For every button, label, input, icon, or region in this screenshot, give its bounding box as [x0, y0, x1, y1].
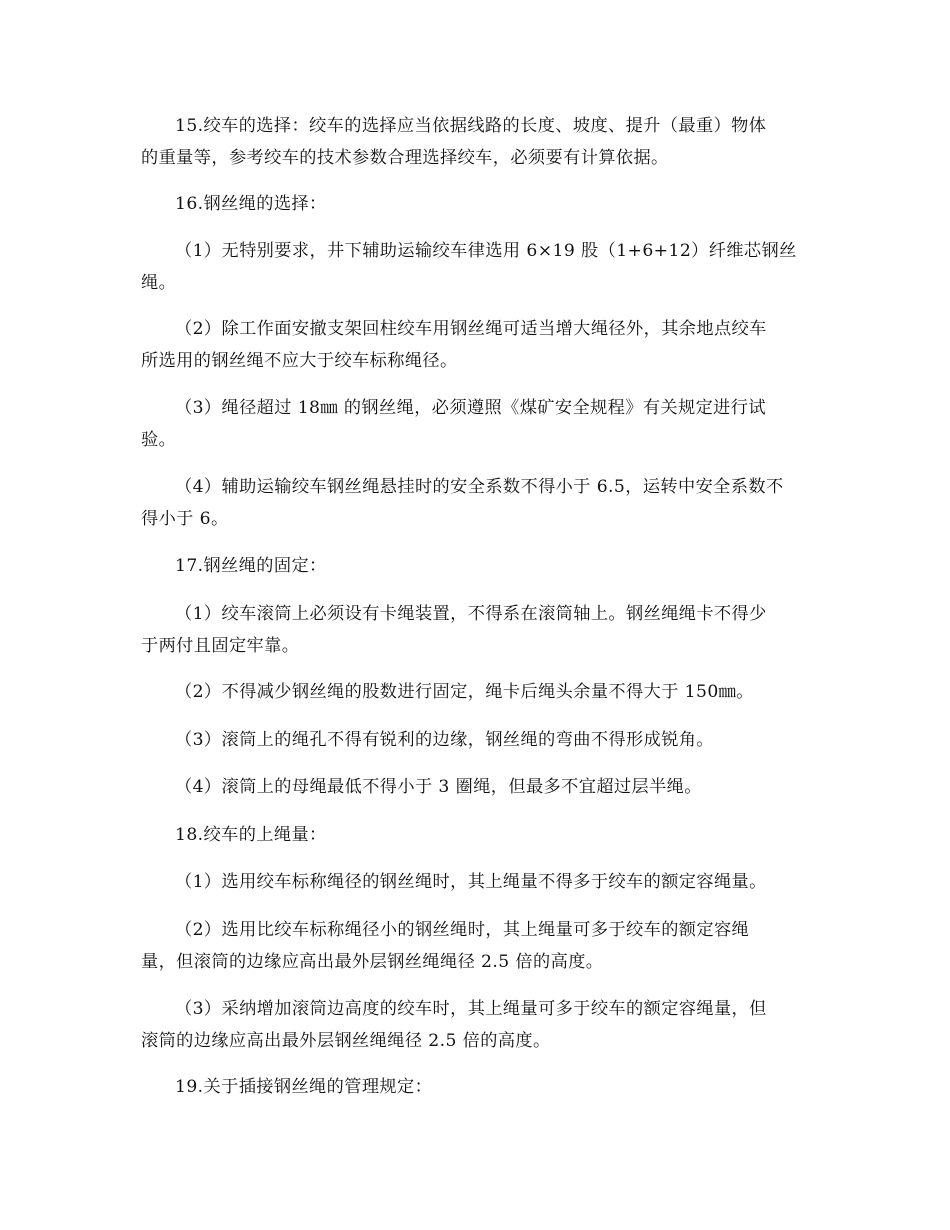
line: 18.绞车的上绳量： [175, 825, 327, 845]
line: 的重量等，参考绞车的技术参数合理选择绞车，必须要有计算依据。 [141, 148, 669, 168]
paragraph-16-2 [141, 313, 813, 377]
line: 15.绞车的选择：绞车的选择应当依据线路的长度、坡度、提升（最重）物体 [175, 116, 767, 136]
paragraph-19-heading [141, 1071, 813, 1103]
paragraph-18-2 [141, 914, 813, 978]
line: （1）绞车滚筒上必须设有卡绳装置，不得系在滚筒轴上。钢丝绳绳卡不得少 [175, 604, 767, 624]
line: 绳。 [141, 273, 177, 293]
paragraph-15 [141, 110, 813, 174]
line: 滚筒的边缘应高出最外层钢丝绳绳径 2.5 倍的高度。 [141, 1031, 551, 1051]
line: 19.关于插接钢丝绳的管理规定： [175, 1077, 433, 1097]
paragraph-17-2 [141, 676, 813, 708]
line: 所选用的钢丝绳不应大于绞车标称绳径。 [141, 351, 458, 371]
paragraph-18-heading [141, 819, 813, 851]
paragraph-17-4 [141, 771, 813, 803]
line: 量，但滚筒的边缘应高出最外层钢丝绳绳径 2.5 倍的高度。 [141, 952, 604, 972]
paragraph-16-heading [141, 188, 813, 220]
line: （2）不得减少钢丝绳的股数进行固定，绳卡后绳头余量不得大于 150㎜。 [175, 682, 754, 702]
line: （4）滚筒上的母绳最低不得小于 3 圈绳，但最多不宜超过层半绳。 [175, 777, 702, 797]
line: （3）绳径超过 18㎜ 的钢丝绳，必须遵照《煤矿安全规程》有关规定进行试 [175, 398, 766, 418]
paragraph-17-1 [141, 598, 813, 662]
paragraph-17-heading [141, 550, 813, 582]
line: （4）辅助运输绞车钢丝绳悬挂时的安全系数不得小于 6.5，运转中安全系数不 [175, 477, 784, 497]
line: 17.钢丝绳的固定： [175, 556, 327, 576]
paragraph-16-3 [141, 392, 813, 456]
line: （1）无特别要求，井下辅助运输绞车律选用 6×19 股（1+6+12）纤维芯钢丝 [175, 241, 797, 261]
paragraph-16-4 [141, 471, 813, 535]
paragraph-16-1 [141, 235, 813, 299]
line: （1）选用绞车标称绳径的钢丝绳时，其上绳量不得多于绞车的额定容绳量。 [175, 872, 767, 892]
paragraph-17-3 [141, 724, 813, 756]
line: （2）除工作面安撤支架回柱绞车用钢丝绳可适当增大绳径外，其余地点绞车 [175, 319, 767, 339]
line: 16.钢丝绳的选择： [175, 194, 327, 214]
paragraph-18-1 [141, 866, 813, 898]
line: 于两付且固定牢靠。 [141, 636, 300, 656]
line: （2）选用比绞车标称绳径小的钢丝绳时，其上绳量可多于绞车的额定容绳 [175, 920, 750, 940]
line: （3）采纳增加滚筒边高度的绞车时，其上绳量可多于绞车的额定容绳量，但 [175, 999, 767, 1019]
line: （3）滚筒上的绳孔不得有锐利的边缘，钢丝绳的弯曲不得形成锐角。 [175, 730, 714, 750]
line: 验。 [141, 430, 177, 450]
paragraph-18-3 [141, 993, 813, 1057]
line: 得小于 6。 [141, 509, 229, 529]
